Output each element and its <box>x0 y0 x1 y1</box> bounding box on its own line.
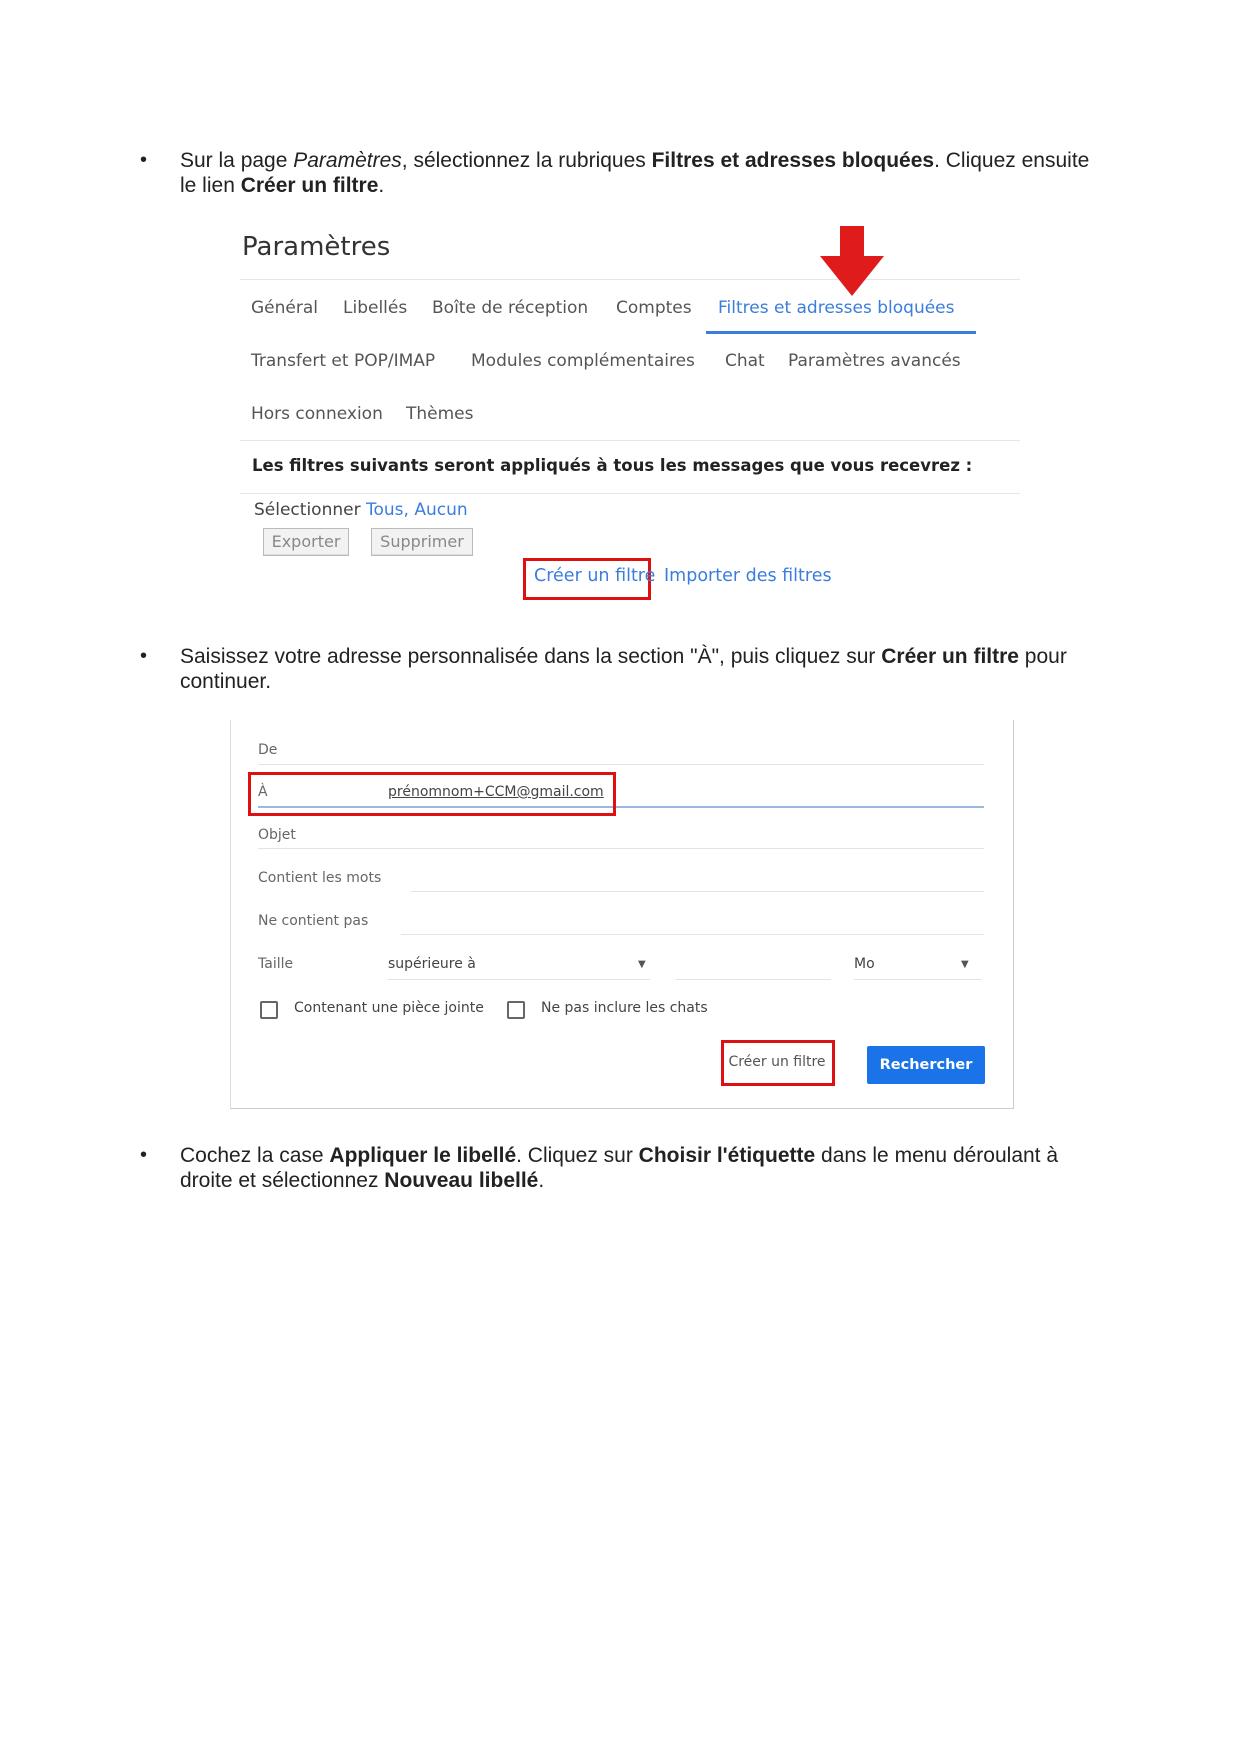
has-words-field-line[interactable] <box>411 891 984 892</box>
settings-title: Paramètres <box>242 232 391 262</box>
tab-advanced[interactable]: Paramètres avancés <box>788 351 961 371</box>
divider <box>240 440 1020 441</box>
tab-general[interactable]: Général <box>251 298 318 318</box>
step-text-part: Cochez la case <box>180 1144 330 1167</box>
step-text-part: Paramètres <box>293 149 402 172</box>
select-none-link[interactable]: Aucun <box>414 500 468 520</box>
step-text <box>180 644 1110 694</box>
step-3 <box>140 1143 1100 1203</box>
dropdown-caret-icon: ▼ <box>638 959 646 970</box>
step-text-part: Saisissez votre adresse personnalisée dans la section "À", puis cliquez sur <box>180 645 882 668</box>
tab-labels[interactable]: Libellés <box>343 298 408 318</box>
filter-form-screenshot <box>230 720 1014 1109</box>
tab-accounts[interactable]: Comptes <box>616 298 692 318</box>
step-text-part: Créer un filtre <box>881 645 1019 668</box>
create-filter-link[interactable]: Créer un filtre <box>534 566 656 586</box>
attachment-label: Contenant une pièce jointe <box>294 1000 484 1016</box>
select-all-link[interactable]: Tous, <box>365 500 409 520</box>
bullet-icon: • <box>140 1144 148 1166</box>
to-label: À <box>258 784 268 800</box>
attachment-checkbox[interactable] <box>260 1001 278 1019</box>
step-text-part: Créer un filtre <box>240 174 379 197</box>
doesnt-have-label: Ne contient pas <box>258 913 369 929</box>
step-text <box>180 148 1110 198</box>
step-2 <box>140 644 1100 704</box>
subject-field-line[interactable] <box>258 848 984 849</box>
from-label: De <box>258 742 278 758</box>
search-button[interactable]: Rechercher <box>867 1046 985 1084</box>
step-1 <box>140 148 1100 208</box>
step-text-part: . Cliquez sur <box>516 1144 639 1167</box>
tab-filters[interactable]: Filtres et adresses bloquées <box>718 298 955 318</box>
step-text-part: . <box>378 174 385 197</box>
select-row <box>254 500 468 520</box>
has-words-label: Contient les mots <box>258 870 382 886</box>
tab-offline[interactable]: Hors connexion <box>251 404 383 424</box>
delete-button[interactable]: Supprimer <box>371 528 473 556</box>
import-filters-link[interactable]: Importer des filtres <box>664 566 832 586</box>
active-tab-indicator <box>706 331 976 334</box>
dropdown-caret-icon: ▼ <box>961 959 969 970</box>
bullet-icon: • <box>140 645 148 667</box>
from-field-line[interactable] <box>258 764 984 765</box>
size-operator-select[interactable]: supérieure à <box>388 956 476 972</box>
step-text-part: Appliquer le libellé <box>329 1144 517 1167</box>
bullet-icon: • <box>140 149 148 171</box>
divider <box>240 279 1020 280</box>
doesnt-have-field-line[interactable] <box>401 934 984 935</box>
size-operator-line <box>388 979 650 980</box>
step-text-part: pour continuer. <box>180 645 1067 693</box>
step-text-part: . Cliquez ensuite le lien <box>180 149 1090 197</box>
step-text <box>180 1143 1110 1193</box>
step-text-part: Choisir l'étiquette <box>638 1144 816 1167</box>
to-input[interactable]: prénomnom+CCM@gmail.com <box>388 784 604 800</box>
divider <box>240 493 1020 494</box>
exclude-chats-checkbox[interactable] <box>507 1001 525 1019</box>
tab-inbox[interactable]: Boîte de réception <box>432 298 589 318</box>
tab-addons[interactable]: Modules complémentaires <box>471 351 695 371</box>
step-text-part: Filtres et adresses bloquées <box>651 149 935 172</box>
tab-chat[interactable]: Chat <box>725 351 765 371</box>
filters-heading: Les filtres suivants seront appliqués à tous les messages que vous recevrez : <box>252 456 973 475</box>
step-text-part: dans le menu déroulant à droite et sélectionnez <box>180 1144 1059 1192</box>
size-label: Taille <box>258 956 294 972</box>
step-text-part: Nouveau libellé <box>384 1169 539 1192</box>
subject-label: Objet <box>258 827 296 843</box>
settings-screenshot <box>230 220 1020 610</box>
select-label: Sélectionner <box>254 500 361 520</box>
red-down-arrow-icon <box>820 226 884 298</box>
exclude-chats-label: Ne pas inclure les chats <box>541 1000 708 1016</box>
step-text-part: . <box>538 1169 545 1192</box>
highlight-box <box>248 772 616 816</box>
step-text-part: , sélectionnez la rubriques <box>401 149 652 172</box>
tab-themes[interactable]: Thèmes <box>406 404 474 424</box>
tab-forwarding[interactable]: Transfert et POP/IMAP <box>251 351 436 371</box>
size-unit-line <box>854 979 982 980</box>
size-unit-select[interactable]: Mo <box>854 956 875 972</box>
export-button[interactable]: Exporter <box>263 528 349 556</box>
create-filter-button[interactable]: Créer un filtre <box>728 1054 826 1070</box>
size-value-line[interactable] <box>676 979 831 980</box>
step-text-part: Sur la page <box>180 149 294 172</box>
